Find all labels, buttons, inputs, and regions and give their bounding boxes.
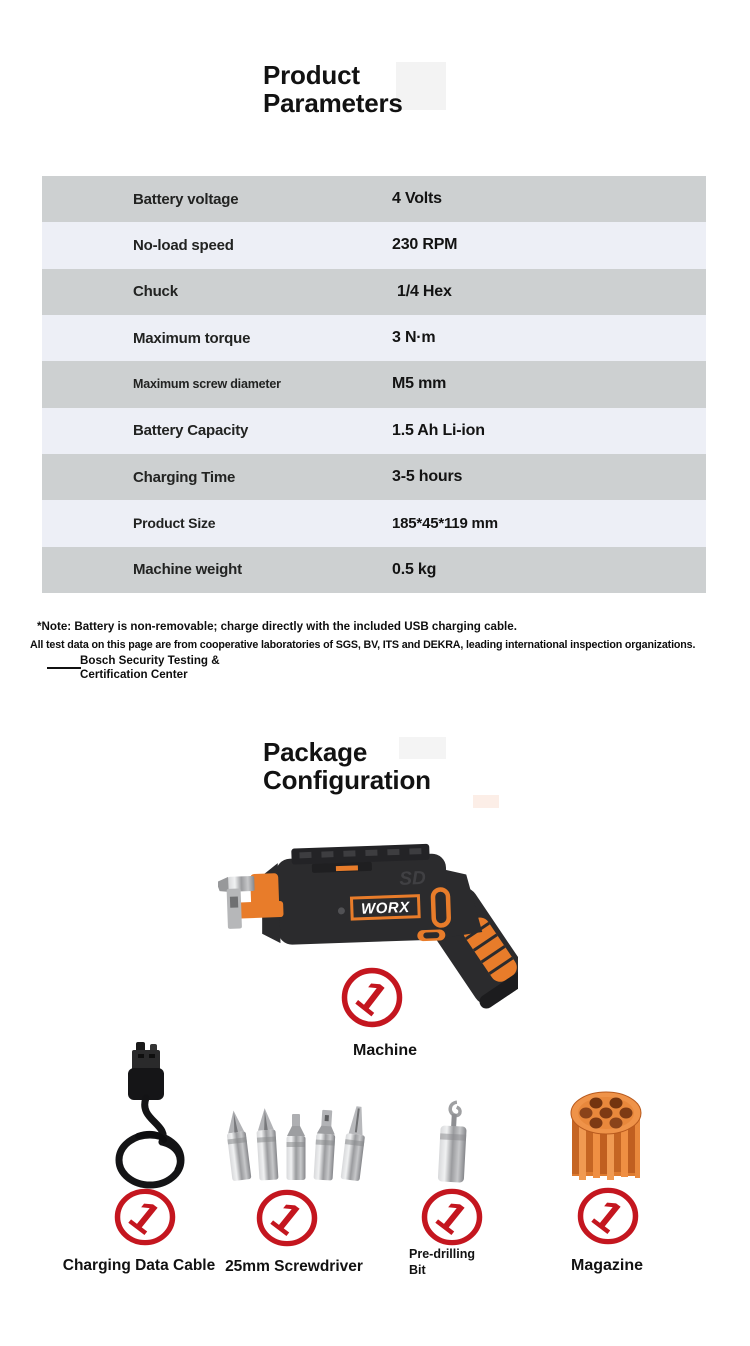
table-row [42, 408, 706, 454]
table-row [42, 176, 706, 222]
watermark-artifact [473, 795, 499, 808]
table-row [42, 222, 706, 268]
quantity-badge-icon [339, 966, 405, 1029]
note-primary: *Note: Battery is non-removable; charge directly with the included USB charging cable. [37, 620, 517, 633]
quantity-badge-icon [112, 1187, 178, 1247]
table-row [42, 315, 706, 361]
title-line: Configuration [263, 764, 431, 795]
certification-text [80, 654, 220, 682]
spec-value: 0.5 kg [392, 560, 437, 578]
quantity-badge-icon [419, 1187, 485, 1247]
spec-value: 3 N·m [392, 329, 436, 347]
certification-line: Certification Center [80, 668, 188, 681]
note-secondary: All test data on this page are from cooperative laboratories of SGS, BV, ITS and DEKRA, leading international inspection organizations. [30, 639, 696, 651]
spec-value: 1.5 Ah Li-ion [392, 421, 485, 439]
title-line: Product [263, 60, 360, 90]
spec-value: 185*45*119 mm [392, 514, 498, 532]
watermark-artifact [396, 62, 446, 110]
table-row [42, 500, 706, 546]
spec-value: M5 mm [392, 375, 447, 393]
spec-label: Battery voltage [133, 190, 239, 208]
worx-logo [350, 894, 421, 920]
table-row [42, 547, 706, 593]
table-row [42, 454, 706, 500]
table-row [42, 361, 706, 407]
item-label-line: Pre-drilling [409, 1247, 475, 1261]
spec-value: 1/4 Hex [397, 282, 452, 300]
pre-drilling-bit-image [426, 1098, 478, 1188]
magazine-image [560, 1084, 652, 1189]
table-row [42, 269, 706, 315]
spec-label: Battery Capacity [133, 422, 249, 440]
spec-label: No-load speed [133, 236, 234, 254]
spec-label: Machine weight [133, 561, 242, 579]
screwdriver-bits-image [218, 1096, 378, 1188]
item-label-pre-drilling-bit [409, 1247, 475, 1278]
spec-label: Chuck [133, 283, 178, 301]
svg-text:WORX: WORX [360, 899, 410, 918]
charging-cable-image [98, 1042, 208, 1190]
machine-label: Machine [352, 1042, 417, 1059]
quantity-badge-icon [254, 1188, 320, 1248]
product-parameters-title [263, 62, 403, 117]
package-configuration-title [263, 739, 431, 794]
model-mark: SD [398, 867, 427, 890]
spec-label: Charging Time [133, 468, 236, 486]
quantity-badge-icon [575, 1186, 641, 1246]
spec-value: 4 Volts [392, 190, 442, 208]
certification-line: Bosch Security Testing & [80, 654, 220, 667]
spec-label: Maximum screw diameter [133, 377, 281, 392]
title-line: Parameters [263, 87, 403, 118]
title-line: Package [263, 737, 368, 767]
underline-mark [47, 667, 81, 669]
spec-value: 3-5 hours [392, 468, 463, 486]
item-label-magazine: Magazine [570, 1257, 643, 1274]
item-label-screwdriver-bits: 25mm Screwdriver [225, 1258, 363, 1275]
spec-label: Product Size [133, 515, 216, 532]
spec-label: Maximum torque [133, 329, 251, 347]
spec-value: 230 RPM [392, 236, 458, 254]
item-label-charging-cable: Charging Data Cable [62, 1257, 216, 1274]
item-label-line: Bit [409, 1262, 426, 1277]
spec-table [42, 176, 706, 593]
